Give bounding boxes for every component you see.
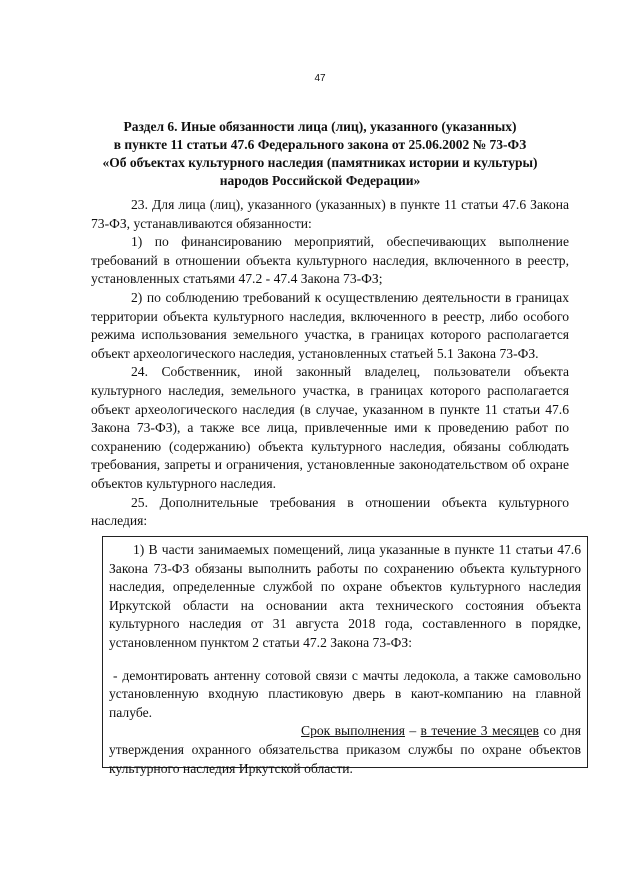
paragraph-25: 25. Дополнительные требования в отношении объекта культурного наследия: <box>91 494 569 529</box>
deadline-term: в течение 3 месяцев <box>420 723 539 739</box>
section-heading-line: в пункте 11 статьи 47.6 Федерального закона от 25.06.2002 № 73-ФЗ <box>113 137 527 152</box>
requirement-action: - демонтировать антенну сотовой связи с мачты ледокола, а также самовольно установленную входную пластиковую дверь в кают-компанию на главной палубе. <box>109 667 581 720</box>
deadline-label: Срок выполнения <box>301 723 405 739</box>
page-number: 47 <box>314 73 326 84</box>
document-body <box>91 196 569 531</box>
paragraph-23-item-2: 2) по соблюдению требований к осуществлению деятельности в границах территории объекта культурного наследия, включенного в реестр, либо особого режима использования земельного участка, в границах которого располагается объект археологического наследия, установленных статьей 5.1 Закона 73-ФЗ. <box>91 289 569 361</box>
requirement-deadline <box>109 722 581 778</box>
section-heading <box>90 118 550 190</box>
requirement-box <box>102 536 588 776</box>
paragraph-23: 23. Для лица (лиц), указанного (указанных) в пункте 11 статьи 47.6 Закона 73-ФЗ, устанавливаются обязанности: <box>91 197 569 231</box>
deadline-rest: со дня утверждения охранного обязательства приказом службы по охране объектов культурного наследия Иркутской области. <box>109 723 581 776</box>
requirement-intro: 1) В части занимаемых помещений, лица указанные в пункте 11 статьи 47.6 Закона 73-ФЗ обязаны выполнить работы по сохранению объекта культурного наследия, определенные службой по охране объектов культурного наследия Иркутской области на основании акта технического состояния объекта культурного наследия от 31 августа 2018 года, составленного в порядке, установленном пунктом 2 статьи 47.2 Закона 73-ФЗ: <box>109 542 581 650</box>
section-heading-line: народов Российской Федерации» <box>219 173 421 188</box>
section-heading-line: Раздел 6. Иные обязанности лица (лиц), указанного (указанных) <box>123 119 517 134</box>
deadline-dash: – <box>404 723 421 739</box>
section-heading-line: «Об объектах культурного наследия (памятниках истории и культуры) <box>102 155 538 170</box>
paragraph-23-item-1: 1) по финансированию мероприятий, обеспечивающих выполнение требований в отношении объекта культурного наследия, включенного в реестр, установленных статьями 47.2 - 47.4 Закона 73-ФЗ; <box>91 234 569 287</box>
paragraph-24: 24. Собственник, иной законный владелец, пользователи объекта культурного наследия, земельного участка, в границах которого располагается объект археологического наследия (в случае, указанном в пункте 11 статьи 47.6 Закона 73-ФЗ), а также все лица, привлеченные ими к проведению работ по сохранению (содержанию) объекта культурного наследия, обязаны соблюдать требования, запреты и ограничения, установленные законодательством об охране объектов культурного наследия. <box>91 364 569 491</box>
